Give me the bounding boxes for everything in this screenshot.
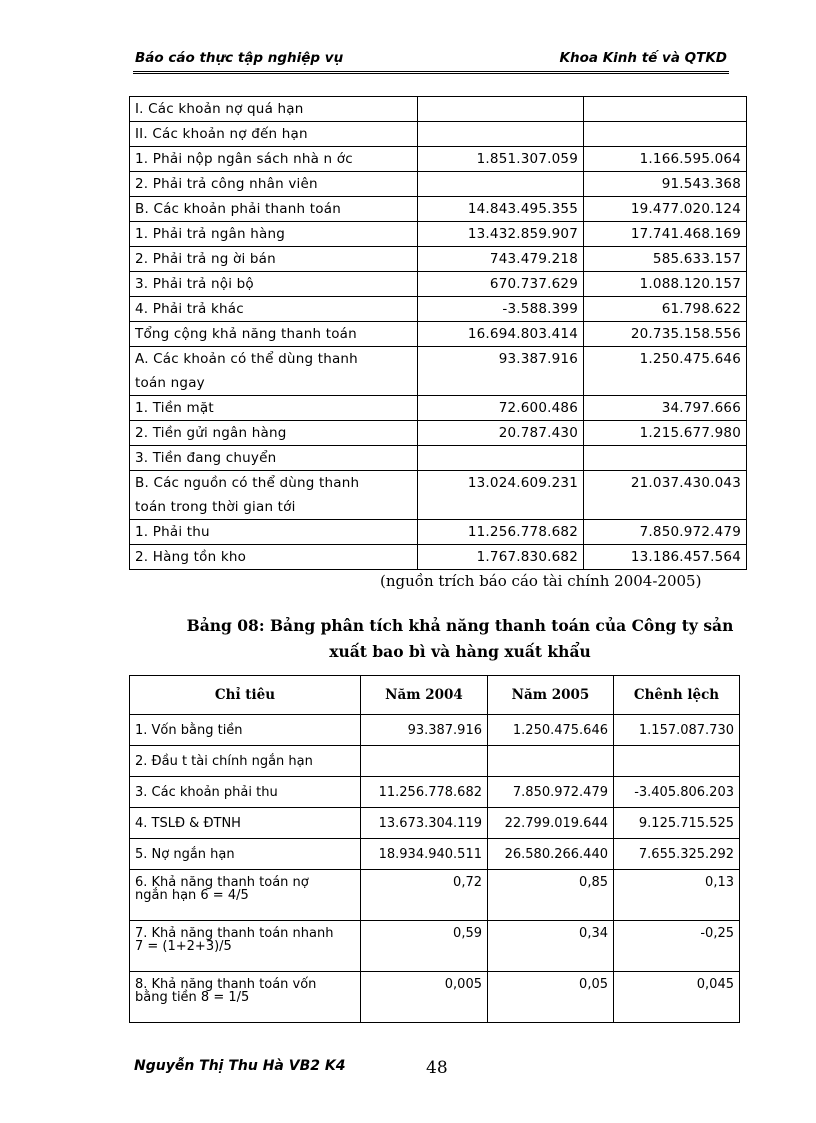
value-2005: 0,05	[488, 972, 614, 1023]
footer-author: Nguyễn Thị Thu Hà VB2 K4	[134, 1058, 346, 1074]
header-faculty: Khoa Kinh tế và QTKD	[559, 50, 727, 66]
table-row	[130, 921, 740, 972]
value-2004: 13.432.859.907	[418, 222, 584, 247]
row-label-line: II. Các khoản nợ đến hạn	[135, 126, 308, 142]
table-row	[130, 247, 747, 272]
value-2004	[418, 122, 584, 147]
table-row	[130, 147, 747, 172]
indicator-label-line: 7. Khả năng thanh toán nhanh	[135, 926, 334, 941]
row-label-line: Tổng cộng khả năng thanh toán	[135, 326, 357, 342]
row-label	[130, 172, 418, 197]
solvency-table-body	[130, 715, 740, 1023]
table-row	[130, 808, 740, 839]
value-2004: 13.024.609.231	[418, 471, 584, 520]
row-label-line: 2. Hàng tồn kho	[135, 549, 247, 565]
value-2005: 34.797.666	[584, 396, 747, 421]
table-row	[130, 322, 747, 347]
row-label	[130, 396, 418, 421]
col-header-difference: Chênh lệch	[614, 676, 740, 715]
table-row	[130, 520, 747, 545]
row-label-line: toán ngay	[135, 375, 205, 391]
header-report-title: Báo cáo thực tập nghiệp vụ	[135, 50, 344, 66]
table-row	[130, 421, 747, 446]
row-label	[130, 247, 418, 272]
table-row	[130, 839, 740, 870]
indicator-label-line: 6. Khả năng thanh toán nợ	[135, 875, 309, 890]
table-row	[130, 972, 740, 1023]
row-label-line: toán trong thời gian tới	[135, 499, 296, 515]
row-label	[130, 197, 418, 222]
row-label	[130, 421, 418, 446]
table-row	[130, 197, 747, 222]
row-label-line: A. Các khoản có thể dùng thanh	[135, 351, 358, 367]
indicator-label	[130, 746, 361, 777]
row-label	[130, 272, 418, 297]
table-title-line-2: xuất bao bì và hàng xuất khẩu	[329, 642, 591, 661]
indicator-label-line: 1. Vốn bằng tiền	[135, 722, 243, 738]
value-2004: 18.934.940.511	[361, 839, 488, 870]
table-row	[130, 746, 740, 777]
table-row	[130, 777, 740, 808]
value-2004: 13.673.304.119	[361, 808, 488, 839]
row-label-line: 4. Phải trả khác	[135, 301, 244, 317]
value-2004: 93.387.916	[361, 715, 488, 746]
indicator-label-line: 5. Nợ ngắn hạn	[135, 846, 235, 862]
value-2005: 21.037.430.043	[584, 471, 747, 520]
value-2005: 17.741.468.169	[584, 222, 747, 247]
value-2005	[584, 122, 747, 147]
value-2004: 11.256.778.682	[418, 520, 584, 545]
indicator-label-line: 2. Đầu t tài chính ngắn hạn	[135, 753, 313, 769]
row-label	[130, 322, 418, 347]
value-2004: 16.694.803.414	[418, 322, 584, 347]
value-2004	[418, 97, 584, 122]
row-label-line: 2. Tiền gửi ngân hàng	[135, 425, 287, 441]
value-2004: 14.843.495.355	[418, 197, 584, 222]
indicator-label	[130, 839, 361, 870]
value-2005: 1.088.120.157	[584, 272, 747, 297]
page-header	[133, 46, 729, 74]
value-2004: 1.767.830.682	[418, 545, 584, 570]
indicator-label	[130, 715, 361, 746]
solvency-analysis-table	[129, 675, 740, 1023]
table-title-line-1: Bảng 08: Bảng phân tích khả năng thanh toán của Công ty sản	[186, 616, 734, 635]
table-row	[130, 446, 747, 471]
value-2004: 743.479.218	[418, 247, 584, 272]
indicator-label	[130, 870, 361, 921]
liabilities-table-body	[130, 97, 747, 570]
table-title	[180, 613, 740, 665]
value-2005: 1.250.475.646	[488, 715, 614, 746]
table-row	[130, 347, 747, 396]
value-2004: 20.787.430	[418, 421, 584, 446]
row-label	[130, 297, 418, 322]
row-label	[130, 97, 418, 122]
value-difference: 0,045	[614, 972, 740, 1023]
col-header-2004: Năm 2004	[361, 676, 488, 715]
table-row	[130, 471, 747, 520]
indicator-label	[130, 777, 361, 808]
row-label	[130, 147, 418, 172]
table-row	[130, 97, 747, 122]
value-2005: 20.735.158.556	[584, 322, 747, 347]
indicator-label	[130, 808, 361, 839]
row-label	[130, 222, 418, 247]
indicator-label-line: 4. TSLĐ & ĐTNH	[135, 815, 241, 831]
indicator-label	[130, 921, 361, 972]
table-row	[130, 870, 740, 921]
value-2004	[361, 746, 488, 777]
indicator-label-line: 8. Khả năng thanh toán vốn	[135, 977, 317, 992]
value-2005: 91.543.368	[584, 172, 747, 197]
value-2005: 1.215.677.980	[584, 421, 747, 446]
col-header-2005: Năm 2005	[488, 676, 614, 715]
value-2005: 22.799.019.644	[488, 808, 614, 839]
row-label-line: I. Các khoản nợ quá hạn	[135, 101, 304, 117]
value-difference	[614, 746, 740, 777]
value-2005	[488, 746, 614, 777]
row-label	[130, 347, 418, 396]
indicator-label	[130, 972, 361, 1023]
row-label-line: 1. Phải nộp ngân sách nhà n ớc	[135, 151, 353, 167]
table-row	[130, 297, 747, 322]
indicator-label-line: 7 = (1+2+3)/5	[135, 939, 232, 954]
row-label	[130, 545, 418, 570]
row-label	[130, 446, 418, 471]
value-difference: -0,25	[614, 921, 740, 972]
table-row	[130, 122, 747, 147]
row-label-line: 2. Phải trả ng ời bán	[135, 251, 276, 267]
row-label	[130, 122, 418, 147]
value-2004: 93.387.916	[418, 347, 584, 396]
value-difference: 7.655.325.292	[614, 839, 740, 870]
table-row	[130, 396, 747, 421]
table-header-row	[130, 676, 740, 715]
row-label	[130, 520, 418, 545]
row-label-line: 2. Phải trả công nhân viên	[135, 176, 318, 192]
table-row	[130, 172, 747, 197]
value-2005	[584, 446, 747, 471]
indicator-label-line: 3. Các khoản phải thu	[135, 784, 278, 800]
value-2004: 0,72	[361, 870, 488, 921]
value-2004	[418, 172, 584, 197]
value-2004: 72.600.486	[418, 396, 584, 421]
row-label-line: 1. Tiền mặt	[135, 400, 214, 416]
value-2004	[418, 446, 584, 471]
indicator-label-line: ngắn hạn 6 = 4/5	[135, 888, 249, 903]
value-2004: 0,005	[361, 972, 488, 1023]
row-label-line: 3. Phải trả nội bộ	[135, 276, 254, 292]
value-difference: 0,13	[614, 870, 740, 921]
value-2005: 7.850.972.479	[488, 777, 614, 808]
table-row	[130, 715, 740, 746]
row-label-line: B. Các nguồn có thể dùng thanh	[135, 475, 360, 491]
header-rule	[133, 71, 729, 74]
row-label-line: 1. Phải thu	[135, 524, 210, 540]
value-2005: 1.250.475.646	[584, 347, 747, 396]
value-2005: 13.186.457.564	[584, 545, 747, 570]
liabilities-table	[129, 96, 747, 570]
value-difference: 9.125.715.525	[614, 808, 740, 839]
value-2004: 0,59	[361, 921, 488, 972]
row-label	[130, 471, 418, 520]
value-difference: 1.157.087.730	[614, 715, 740, 746]
source-note: (nguồn trích báo cáo tài chính 2004-2005)	[380, 572, 702, 590]
value-2005: 585.633.157	[584, 247, 747, 272]
value-2005: 0,85	[488, 870, 614, 921]
indicator-label-line: bằng tiền 8 = 1/5	[135, 990, 250, 1005]
value-2005: 19.477.020.124	[584, 197, 747, 222]
value-2004: 670.737.629	[418, 272, 584, 297]
value-2005: 26.580.266.440	[488, 839, 614, 870]
table-row	[130, 222, 747, 247]
value-2005: 1.166.595.064	[584, 147, 747, 172]
value-2005: 7.850.972.479	[584, 520, 747, 545]
value-2005: 61.798.622	[584, 297, 747, 322]
table-row	[130, 545, 747, 570]
value-difference: -3.405.806.203	[614, 777, 740, 808]
row-label-line: B. Các khoản phải thanh toán	[135, 201, 341, 217]
col-header-indicator: Chỉ tiêu	[130, 676, 361, 715]
value-2004: 11.256.778.682	[361, 777, 488, 808]
value-2004: -3.588.399	[418, 297, 584, 322]
row-label-line: 1. Phải trả ngân hàng	[135, 226, 285, 242]
page-number: 48	[426, 1058, 448, 1078]
value-2005: 0,34	[488, 921, 614, 972]
value-2005	[584, 97, 747, 122]
value-2004: 1.851.307.059	[418, 147, 584, 172]
table-row	[130, 272, 747, 297]
row-label-line: 3. Tiền đang chuyển	[135, 450, 277, 466]
